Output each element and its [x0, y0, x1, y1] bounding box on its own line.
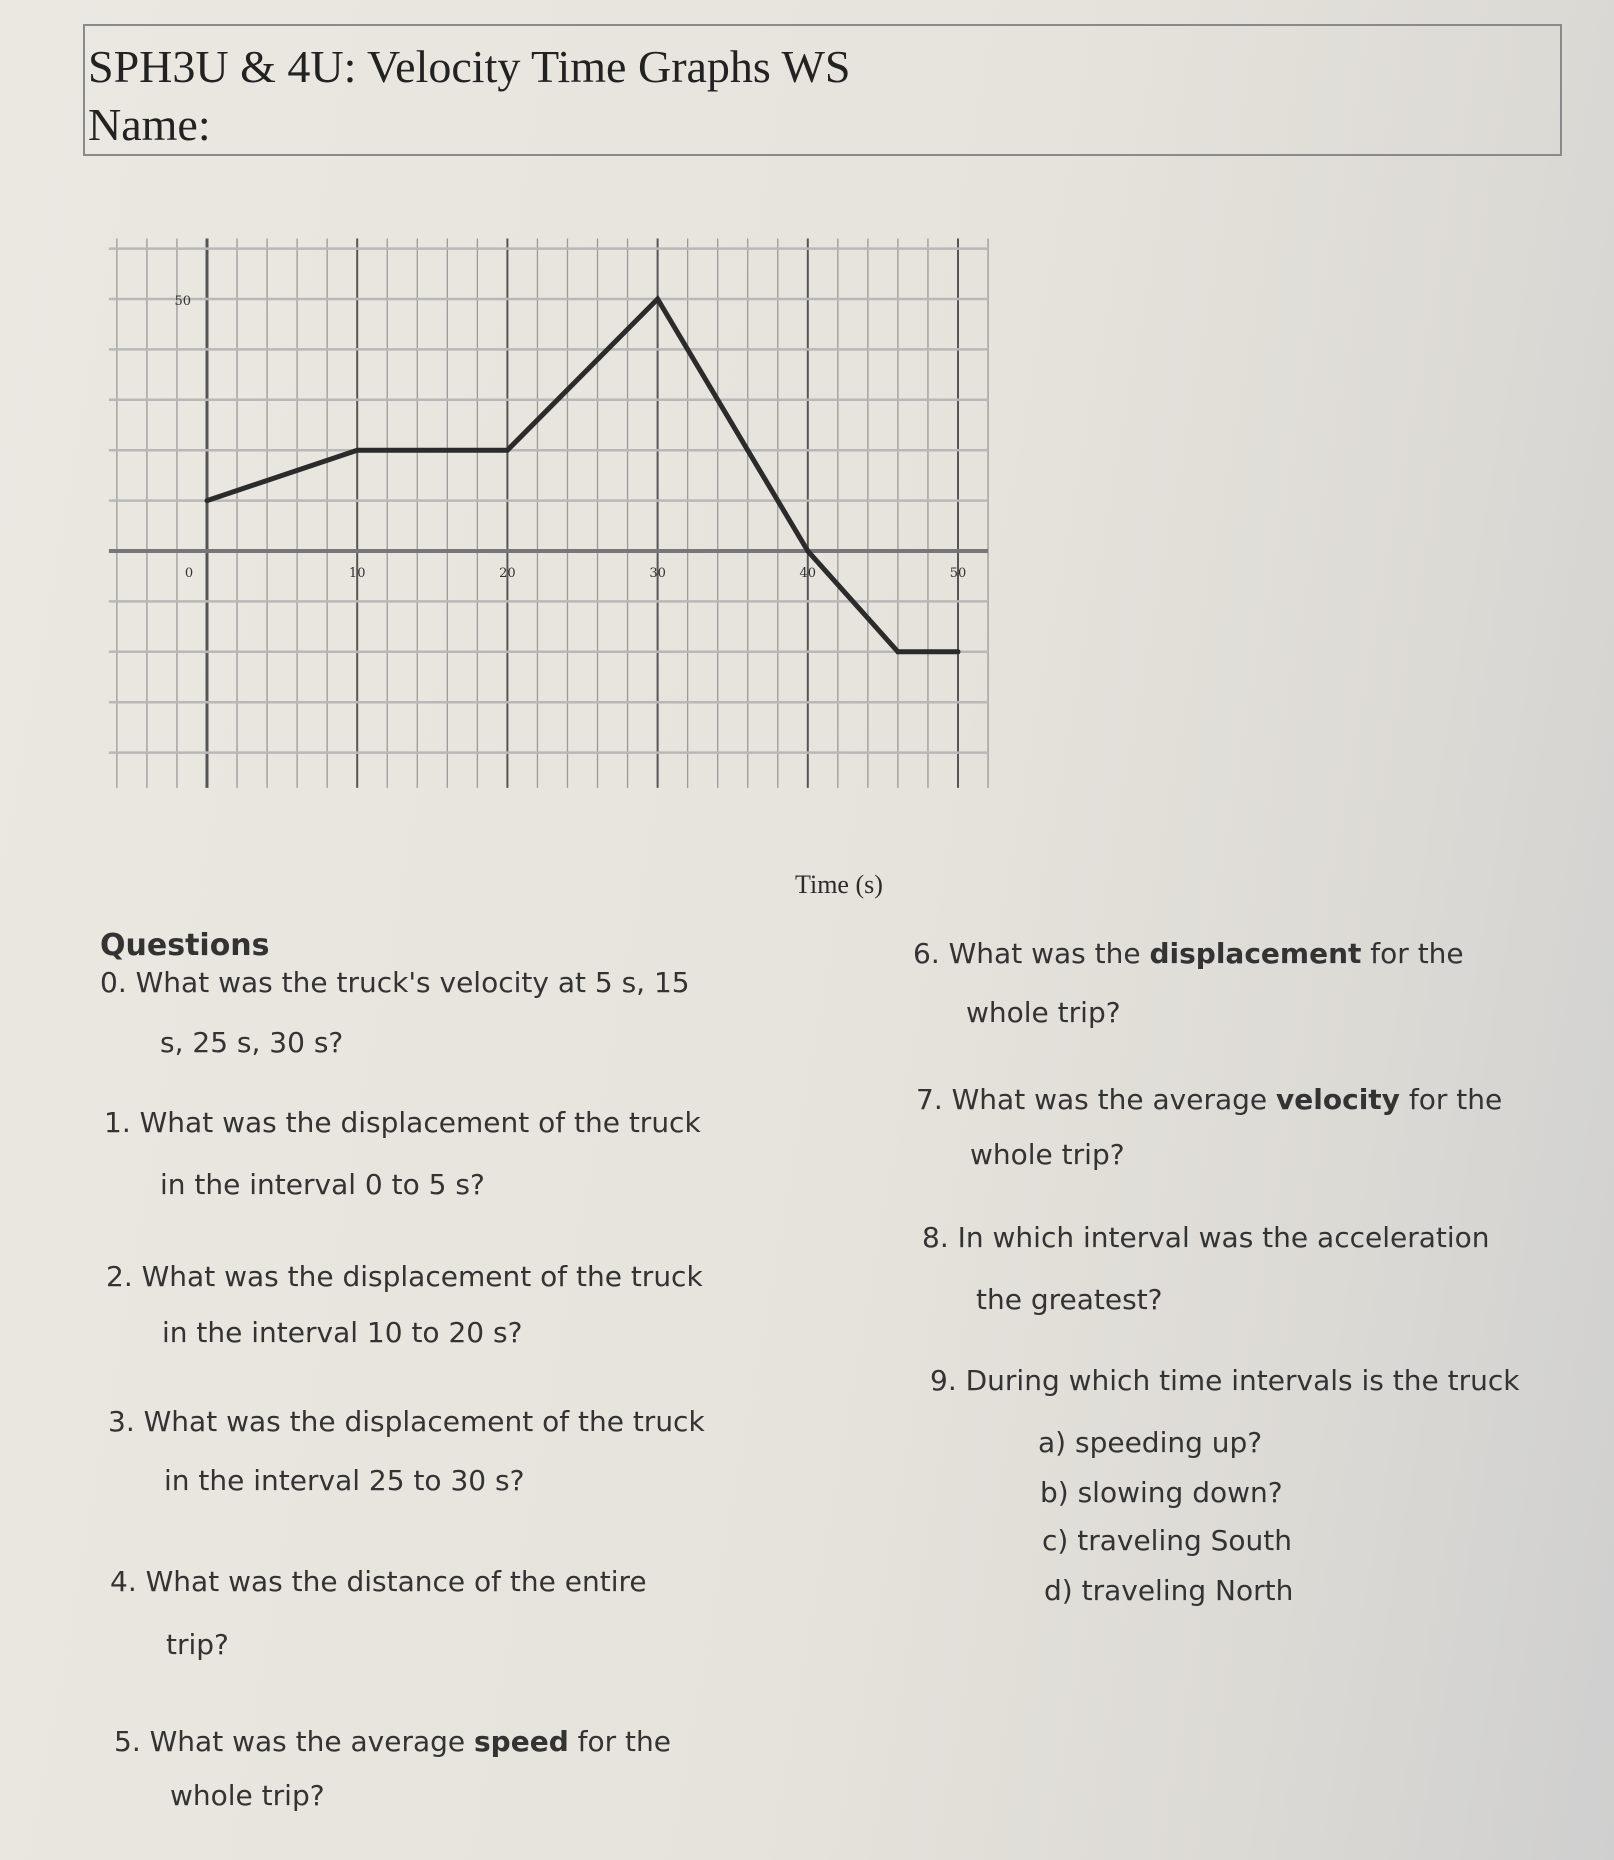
question-3-cont: in the interval 25 to 30 s?: [164, 1464, 525, 1497]
question-7-cont: whole trip?: [970, 1138, 1125, 1171]
data-point: [956, 649, 961, 654]
question-2: 2. What was the displacement of the truck: [106, 1260, 703, 1293]
q7-text-end: for the: [1399, 1083, 1503, 1116]
x-tick-label: 50: [949, 566, 967, 581]
x-tick-label: 40: [799, 566, 817, 581]
x-tick-label: 30: [649, 566, 666, 581]
x-tick-label: 10: [348, 566, 366, 581]
data-point: [505, 448, 510, 453]
question-0: 0. What was the truck's velocity at 5 s, 15: [100, 966, 690, 999]
question-9c: c) traveling South: [1042, 1524, 1293, 1557]
q7-bold: velocity: [1276, 1083, 1400, 1116]
velocity-line: [207, 299, 958, 652]
question-3: 3. What was the displacement of the truck: [108, 1405, 705, 1438]
x-tick-label: 0: [184, 566, 194, 581]
data-point: [355, 448, 360, 453]
q5-bold: speed: [474, 1725, 569, 1758]
question-9a: a) speeding up?: [1038, 1426, 1263, 1459]
x-axis-label: Time (s): [795, 870, 883, 899]
question-7: [916, 1083, 1502, 1116]
question-9b: b) slowing down?: [1040, 1476, 1283, 1509]
q5-text: 5. What was the average: [114, 1725, 475, 1758]
question-2-cont: in the interval 10 to 20 s?: [162, 1316, 523, 1349]
q6-bold: displacement: [1149, 937, 1362, 970]
q5-text-end: for the: [568, 1725, 672, 1758]
question-9d: d) traveling North: [1044, 1574, 1294, 1607]
q6-text-end: for the: [1361, 937, 1464, 970]
question-9: 9. During which time intervals is the truck: [930, 1364, 1520, 1397]
y-tick-label: 50: [174, 294, 191, 309]
q7-text: 7. What was the average: [916, 1083, 1277, 1116]
x-tick-label: 20: [499, 566, 516, 581]
question-5: [114, 1725, 671, 1758]
data-point: [805, 549, 810, 554]
name-label: Name:: [88, 99, 211, 150]
question-0-cont: s, 25 s, 30 s?: [160, 1026, 344, 1059]
worksheet-title: SPH3U & 4U: Velocity Time Graphs WS: [88, 41, 851, 92]
question-1-cont: in the interval 0 to 5 s?: [160, 1168, 485, 1201]
questions-heading: Questions: [100, 928, 270, 963]
question-4-cont: trip?: [166, 1628, 229, 1661]
question-6-cont: whole trip?: [966, 996, 1121, 1029]
question-1: 1. What was the displacement of the truck: [104, 1106, 701, 1139]
data-point: [655, 297, 660, 302]
question-8: 8. In which interval was the acceleration: [922, 1221, 1490, 1254]
question-5-cont: whole trip?: [170, 1779, 325, 1812]
question-8-cont: the greatest?: [976, 1283, 1163, 1316]
question-4: 4. What was the distance of the entire: [110, 1565, 647, 1598]
data-point: [205, 498, 210, 503]
q6-text: 6. What was the: [913, 937, 1150, 970]
question-6: [913, 937, 1464, 970]
data-point: [895, 649, 900, 654]
velocity-time-graph: [0, 0, 1614, 900]
